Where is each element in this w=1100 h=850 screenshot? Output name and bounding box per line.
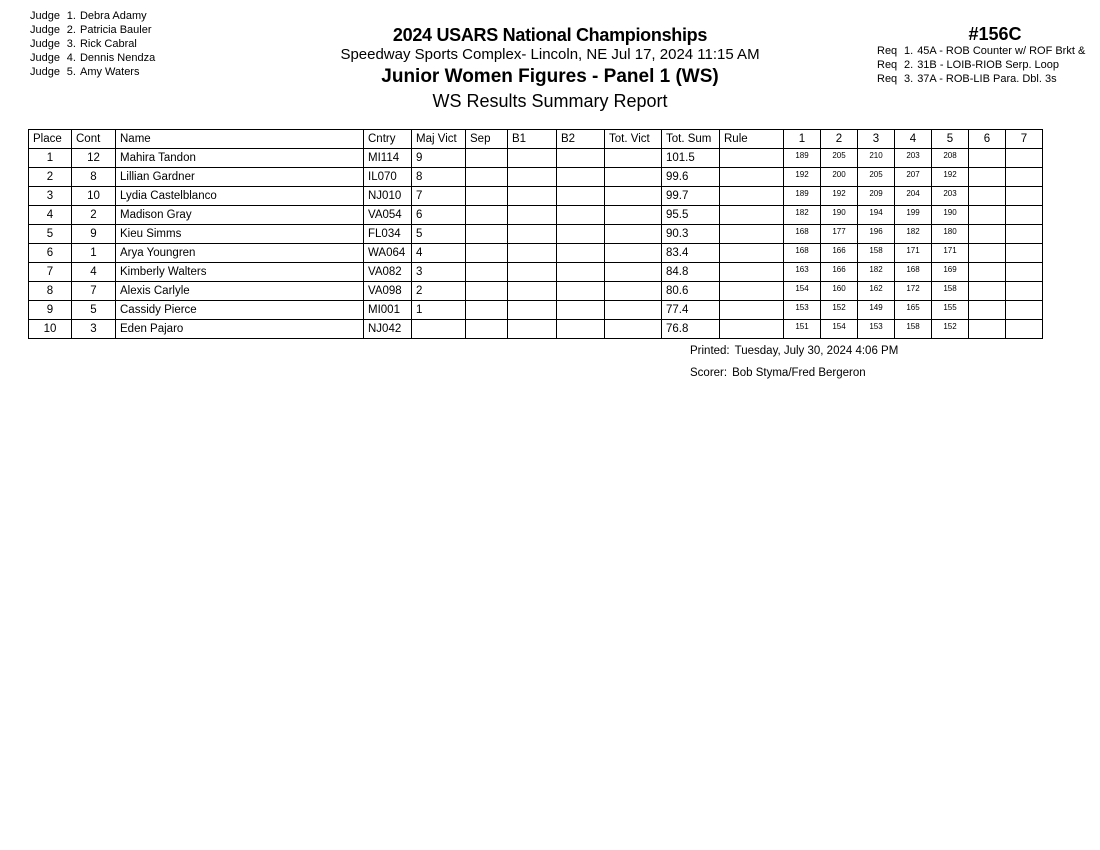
- tot-sum-cell: 84.8: [662, 263, 720, 282]
- place-cell: 8: [29, 282, 72, 301]
- place-cell: 3: [29, 187, 72, 206]
- maj-vict-cell: 4: [412, 244, 466, 263]
- tot-sum-cell: 83.4: [662, 244, 720, 263]
- judge-score-cell: 192: [821, 187, 858, 206]
- requirements-list: [877, 44, 1100, 86]
- judge-row: [30, 37, 155, 51]
- name-cell: Kimberly Walters: [116, 263, 364, 282]
- b2-cell: [557, 282, 605, 301]
- sep-cell: [466, 282, 508, 301]
- table-row: [29, 263, 1043, 282]
- requirement-label: Req: [877, 73, 898, 85]
- tot-sum-cell: 80.6: [662, 282, 720, 301]
- table-row: [29, 225, 1043, 244]
- judge-score-cell: 152: [821, 301, 858, 320]
- tot-sum-cell: 99.7: [662, 187, 720, 206]
- judge-score-cell: 190: [821, 206, 858, 225]
- table-row: [29, 301, 1043, 320]
- judge-score-cell: [1006, 168, 1043, 187]
- cntry-cell: VA098: [364, 282, 412, 301]
- b2-cell: [557, 244, 605, 263]
- b2-cell: [557, 168, 605, 187]
- judge-score-cell: [1006, 187, 1043, 206]
- scorer-label: Scorer:: [690, 367, 728, 379]
- judge-name: Debra Adamy: [79, 10, 147, 22]
- scorer-line: [690, 367, 866, 379]
- column-header: Cont: [72, 130, 116, 149]
- column-header: 4: [895, 130, 932, 149]
- tot-sum-cell: 90.3: [662, 225, 720, 244]
- judge-score-cell: 189: [784, 187, 821, 206]
- place-cell: 10: [29, 320, 72, 339]
- maj-vict-cell: 2: [412, 282, 466, 301]
- b2-cell: [557, 320, 605, 339]
- judge-score-cell: 189: [784, 149, 821, 168]
- results-body: [29, 149, 1043, 339]
- maj-vict-cell: 5: [412, 225, 466, 244]
- b2-cell: [557, 187, 605, 206]
- name-cell: Mahira Tandon: [116, 149, 364, 168]
- judge-score-cell: 166: [821, 263, 858, 282]
- requirement-label: Req: [877, 59, 898, 71]
- table-row: [29, 244, 1043, 263]
- b1-cell: [508, 187, 557, 206]
- judge-score-cell: 154: [784, 282, 821, 301]
- results-table: [28, 129, 1043, 339]
- judge-number: 5.: [66, 66, 76, 78]
- judge-label: Judge: [30, 66, 60, 78]
- judge-label: Judge: [30, 10, 60, 22]
- cont-cell: 1: [72, 244, 116, 263]
- judge-score-cell: [1006, 301, 1043, 320]
- b2-cell: [557, 149, 605, 168]
- judge-name: Amy Waters: [79, 66, 140, 78]
- judge-score-cell: 182: [784, 206, 821, 225]
- judge-score-cell: 180: [932, 225, 969, 244]
- cntry-cell: NJ042: [364, 320, 412, 339]
- judge-score-cell: 166: [821, 244, 858, 263]
- cntry-cell: IL070: [364, 168, 412, 187]
- judge-score-cell: 196: [858, 225, 895, 244]
- judge-score-cell: [969, 187, 1006, 206]
- judge-score-cell: 149: [858, 301, 895, 320]
- tot-sum-cell: 76.8: [662, 320, 720, 339]
- judge-score-cell: 151: [784, 320, 821, 339]
- cont-cell: 4: [72, 263, 116, 282]
- rule-cell: [720, 282, 784, 301]
- judge-number: 4.: [66, 52, 76, 64]
- judge-row: [30, 65, 155, 79]
- judge-score-cell: 194: [858, 206, 895, 225]
- judge-score-cell: 153: [858, 320, 895, 339]
- judge-score-cell: [1006, 225, 1043, 244]
- judge-score-cell: 165: [895, 301, 932, 320]
- column-header: 2: [821, 130, 858, 149]
- maj-vict-cell: 8: [412, 168, 466, 187]
- column-header: B1: [508, 130, 557, 149]
- tot-vict-cell: [605, 263, 662, 282]
- requirement-text: 31B - LOIB-RIOB Serp. Loop: [917, 59, 1060, 71]
- judge-score-cell: [969, 244, 1006, 263]
- rule-cell: [720, 206, 784, 225]
- tot-vict-cell: [605, 149, 662, 168]
- cont-cell: 9: [72, 225, 116, 244]
- judge-score-cell: [1006, 206, 1043, 225]
- place-cell: 5: [29, 225, 72, 244]
- judge-score-cell: 182: [858, 263, 895, 282]
- judge-score-cell: 203: [932, 187, 969, 206]
- requirement-text: 45A - ROB Counter w/ ROF Brkt &: [917, 45, 1086, 57]
- judge-score-cell: 199: [895, 206, 932, 225]
- judge-score-cell: [1006, 320, 1043, 339]
- column-header: Sep: [466, 130, 508, 149]
- judge-score-cell: 177: [821, 225, 858, 244]
- place-cell: 2: [29, 168, 72, 187]
- judge-score-cell: 168: [784, 244, 821, 263]
- judge-score-cell: [969, 301, 1006, 320]
- b1-cell: [508, 301, 557, 320]
- tot-sum-cell: 101.5: [662, 149, 720, 168]
- judge-name: Dennis Nendza: [79, 52, 156, 64]
- b1-cell: [508, 149, 557, 168]
- column-header: 5: [932, 130, 969, 149]
- judge-score-cell: [1006, 282, 1043, 301]
- table-row: [29, 320, 1043, 339]
- judge-row: [30, 9, 155, 23]
- cont-cell: 12: [72, 149, 116, 168]
- b2-cell: [557, 301, 605, 320]
- sep-cell: [466, 206, 508, 225]
- rule-cell: [720, 244, 784, 263]
- judge-score-cell: [1006, 149, 1043, 168]
- rule-cell: [720, 149, 784, 168]
- judge-score-cell: [1006, 244, 1043, 263]
- name-cell: Eden Pajaro: [116, 320, 364, 339]
- place-cell: 1: [29, 149, 72, 168]
- requirement-number: 1.: [904, 45, 914, 57]
- tot-sum-cell: 77.4: [662, 301, 720, 320]
- printed-value: Tuesday, July 30, 2024 4:06 PM: [734, 345, 899, 357]
- table-row: [29, 282, 1043, 301]
- judge-score-cell: [969, 168, 1006, 187]
- name-cell: Arya Youngren: [116, 244, 364, 263]
- maj-vict-cell: [412, 320, 466, 339]
- championship-title: 2024 USARS National Championships: [392, 25, 708, 45]
- column-header: Tot. Sum: [662, 130, 720, 149]
- judge-score-cell: [969, 263, 1006, 282]
- tot-vict-cell: [605, 206, 662, 225]
- sep-cell: [466, 263, 508, 282]
- maj-vict-cell: 6: [412, 206, 466, 225]
- judge-score-cell: 158: [895, 320, 932, 339]
- cntry-cell: MI114: [364, 149, 412, 168]
- judge-score-cell: [969, 206, 1006, 225]
- requirement-row: [877, 58, 1100, 72]
- judge-score-cell: 171: [895, 244, 932, 263]
- b2-cell: [557, 225, 605, 244]
- sep-cell: [466, 244, 508, 263]
- name-cell: Lydia Castelblanco: [116, 187, 364, 206]
- column-header: Place: [29, 130, 72, 149]
- b1-cell: [508, 282, 557, 301]
- cntry-cell: VA082: [364, 263, 412, 282]
- cntry-cell: MI001: [364, 301, 412, 320]
- b2-cell: [557, 206, 605, 225]
- judge-name: Rick Cabral: [79, 38, 137, 50]
- requirement-number: 3.: [904, 73, 914, 85]
- rule-cell: [720, 168, 784, 187]
- printed-label: Printed:: [690, 345, 730, 357]
- judge-score-cell: 208: [932, 149, 969, 168]
- table-header-row: [29, 130, 1043, 149]
- judge-score-cell: 205: [821, 149, 858, 168]
- judge-score-cell: [969, 320, 1006, 339]
- table-row: [29, 206, 1043, 225]
- report-name: WS Results Summary Report: [432, 91, 668, 111]
- column-header: 3: [858, 130, 895, 149]
- column-header: 6: [969, 130, 1006, 149]
- column-header: Rule: [720, 130, 784, 149]
- judge-score-cell: 203: [895, 149, 932, 168]
- judge-row: [30, 51, 155, 65]
- tot-vict-cell: [605, 320, 662, 339]
- judge-score-cell: 192: [784, 168, 821, 187]
- name-cell: Cassidy Pierce: [116, 301, 364, 320]
- printed-line: [690, 345, 898, 357]
- cont-cell: 10: [72, 187, 116, 206]
- column-header: 1: [784, 130, 821, 149]
- b1-cell: [508, 168, 557, 187]
- requirement-number: 2.: [904, 59, 914, 71]
- rule-cell: [720, 263, 784, 282]
- column-header: Cntry: [364, 130, 412, 149]
- tot-vict-cell: [605, 244, 662, 263]
- report-header: [300, 24, 800, 112]
- judge-number: 2.: [66, 24, 76, 36]
- sep-cell: [466, 149, 508, 168]
- judge-score-cell: 209: [858, 187, 895, 206]
- judge-score-cell: 168: [784, 225, 821, 244]
- table-row: [29, 187, 1043, 206]
- requirement-row: [877, 44, 1100, 58]
- b1-cell: [508, 263, 557, 282]
- judge-score-cell: [969, 282, 1006, 301]
- judge-score-cell: [969, 149, 1006, 168]
- judge-score-cell: 158: [858, 244, 895, 263]
- b1-cell: [508, 206, 557, 225]
- table-row: [29, 149, 1043, 168]
- cntry-cell: NJ010: [364, 187, 412, 206]
- rule-cell: [720, 320, 784, 339]
- judge-score-cell: 205: [858, 168, 895, 187]
- judge-score-cell: 155: [932, 301, 969, 320]
- judge-score-cell: 182: [895, 225, 932, 244]
- maj-vict-cell: 7: [412, 187, 466, 206]
- judge-row: [30, 23, 155, 37]
- cntry-cell: VA054: [364, 206, 412, 225]
- rule-cell: [720, 187, 784, 206]
- sep-cell: [466, 301, 508, 320]
- judge-score-cell: [1006, 263, 1043, 282]
- judge-name: Patricia Bauler: [79, 24, 152, 36]
- b1-cell: [508, 244, 557, 263]
- judge-number: 1.: [66, 10, 76, 22]
- rule-cell: [720, 301, 784, 320]
- rule-cell: [720, 225, 784, 244]
- name-cell: Lillian Gardner: [116, 168, 364, 187]
- sep-cell: [466, 320, 508, 339]
- sep-cell: [466, 187, 508, 206]
- judge-score-cell: 207: [895, 168, 932, 187]
- requirement-row: [877, 72, 1100, 86]
- judge-score-cell: 192: [932, 168, 969, 187]
- name-cell: Kieu Simms: [116, 225, 364, 244]
- scorer-value: Bob Styma/Fred Bergeron: [732, 367, 866, 379]
- b1-cell: [508, 320, 557, 339]
- b2-cell: [557, 263, 605, 282]
- cont-cell: 8: [72, 168, 116, 187]
- judge-score-cell: 210: [858, 149, 895, 168]
- judge-score-cell: 172: [895, 282, 932, 301]
- cont-cell: 5: [72, 301, 116, 320]
- tot-vict-cell: [605, 187, 662, 206]
- tot-vict-cell: [605, 168, 662, 187]
- judge-score-cell: 168: [895, 263, 932, 282]
- tot-vict-cell: [605, 301, 662, 320]
- column-header: Tot. Vict: [605, 130, 662, 149]
- cont-cell: 7: [72, 282, 116, 301]
- judge-number: 3.: [66, 38, 76, 50]
- judge-label: Judge: [30, 52, 60, 64]
- judge-score-cell: 162: [858, 282, 895, 301]
- name-cell: Madison Gray: [116, 206, 364, 225]
- place-cell: 9: [29, 301, 72, 320]
- place-cell: 4: [29, 206, 72, 225]
- sep-cell: [466, 225, 508, 244]
- judge-score-cell: 163: [784, 263, 821, 282]
- maj-vict-cell: 3: [412, 263, 466, 282]
- maj-vict-cell: 1: [412, 301, 466, 320]
- judge-score-cell: 171: [932, 244, 969, 263]
- sep-cell: [466, 168, 508, 187]
- column-header: Maj Vict: [412, 130, 466, 149]
- judge-score-cell: 200: [821, 168, 858, 187]
- venue-datetime: Speedway Sports Complex- Lincoln, NE Jul 17, 2024 11:15 AM: [340, 46, 760, 63]
- tot-vict-cell: [605, 225, 662, 244]
- judge-score-cell: [969, 225, 1006, 244]
- judge-score-cell: 190: [932, 206, 969, 225]
- judge-label: Judge: [30, 24, 60, 36]
- column-header: Name: [116, 130, 364, 149]
- cntry-cell: WA064: [364, 244, 412, 263]
- judge-score-cell: 158: [932, 282, 969, 301]
- requirement-label: Req: [877, 45, 898, 57]
- judge-score-cell: 153: [784, 301, 821, 320]
- table-row: [29, 168, 1043, 187]
- judge-score-cell: 154: [821, 320, 858, 339]
- name-cell: Alexis Carlyle: [116, 282, 364, 301]
- judge-score-cell: 160: [821, 282, 858, 301]
- cont-cell: 2: [72, 206, 116, 225]
- tot-vict-cell: [605, 282, 662, 301]
- column-header: B2: [557, 130, 605, 149]
- judge-score-cell: 204: [895, 187, 932, 206]
- b1-cell: [508, 225, 557, 244]
- judges-list: [30, 9, 155, 79]
- judge-label: Judge: [30, 38, 60, 50]
- place-cell: 6: [29, 244, 72, 263]
- place-cell: 7: [29, 263, 72, 282]
- event-name: Junior Women Figures - Panel 1 (WS): [381, 66, 719, 87]
- event-code: #156C: [968, 24, 1022, 44]
- judge-score-cell: 152: [932, 320, 969, 339]
- judge-score-cell: 169: [932, 263, 969, 282]
- maj-vict-cell: 9: [412, 149, 466, 168]
- cont-cell: 3: [72, 320, 116, 339]
- tot-sum-cell: 99.6: [662, 168, 720, 187]
- column-header: 7: [1006, 130, 1043, 149]
- tot-sum-cell: 95.5: [662, 206, 720, 225]
- cntry-cell: FL034: [364, 225, 412, 244]
- requirement-text: 37A - ROB-LIB Para. Dbl. 3s: [917, 73, 1057, 85]
